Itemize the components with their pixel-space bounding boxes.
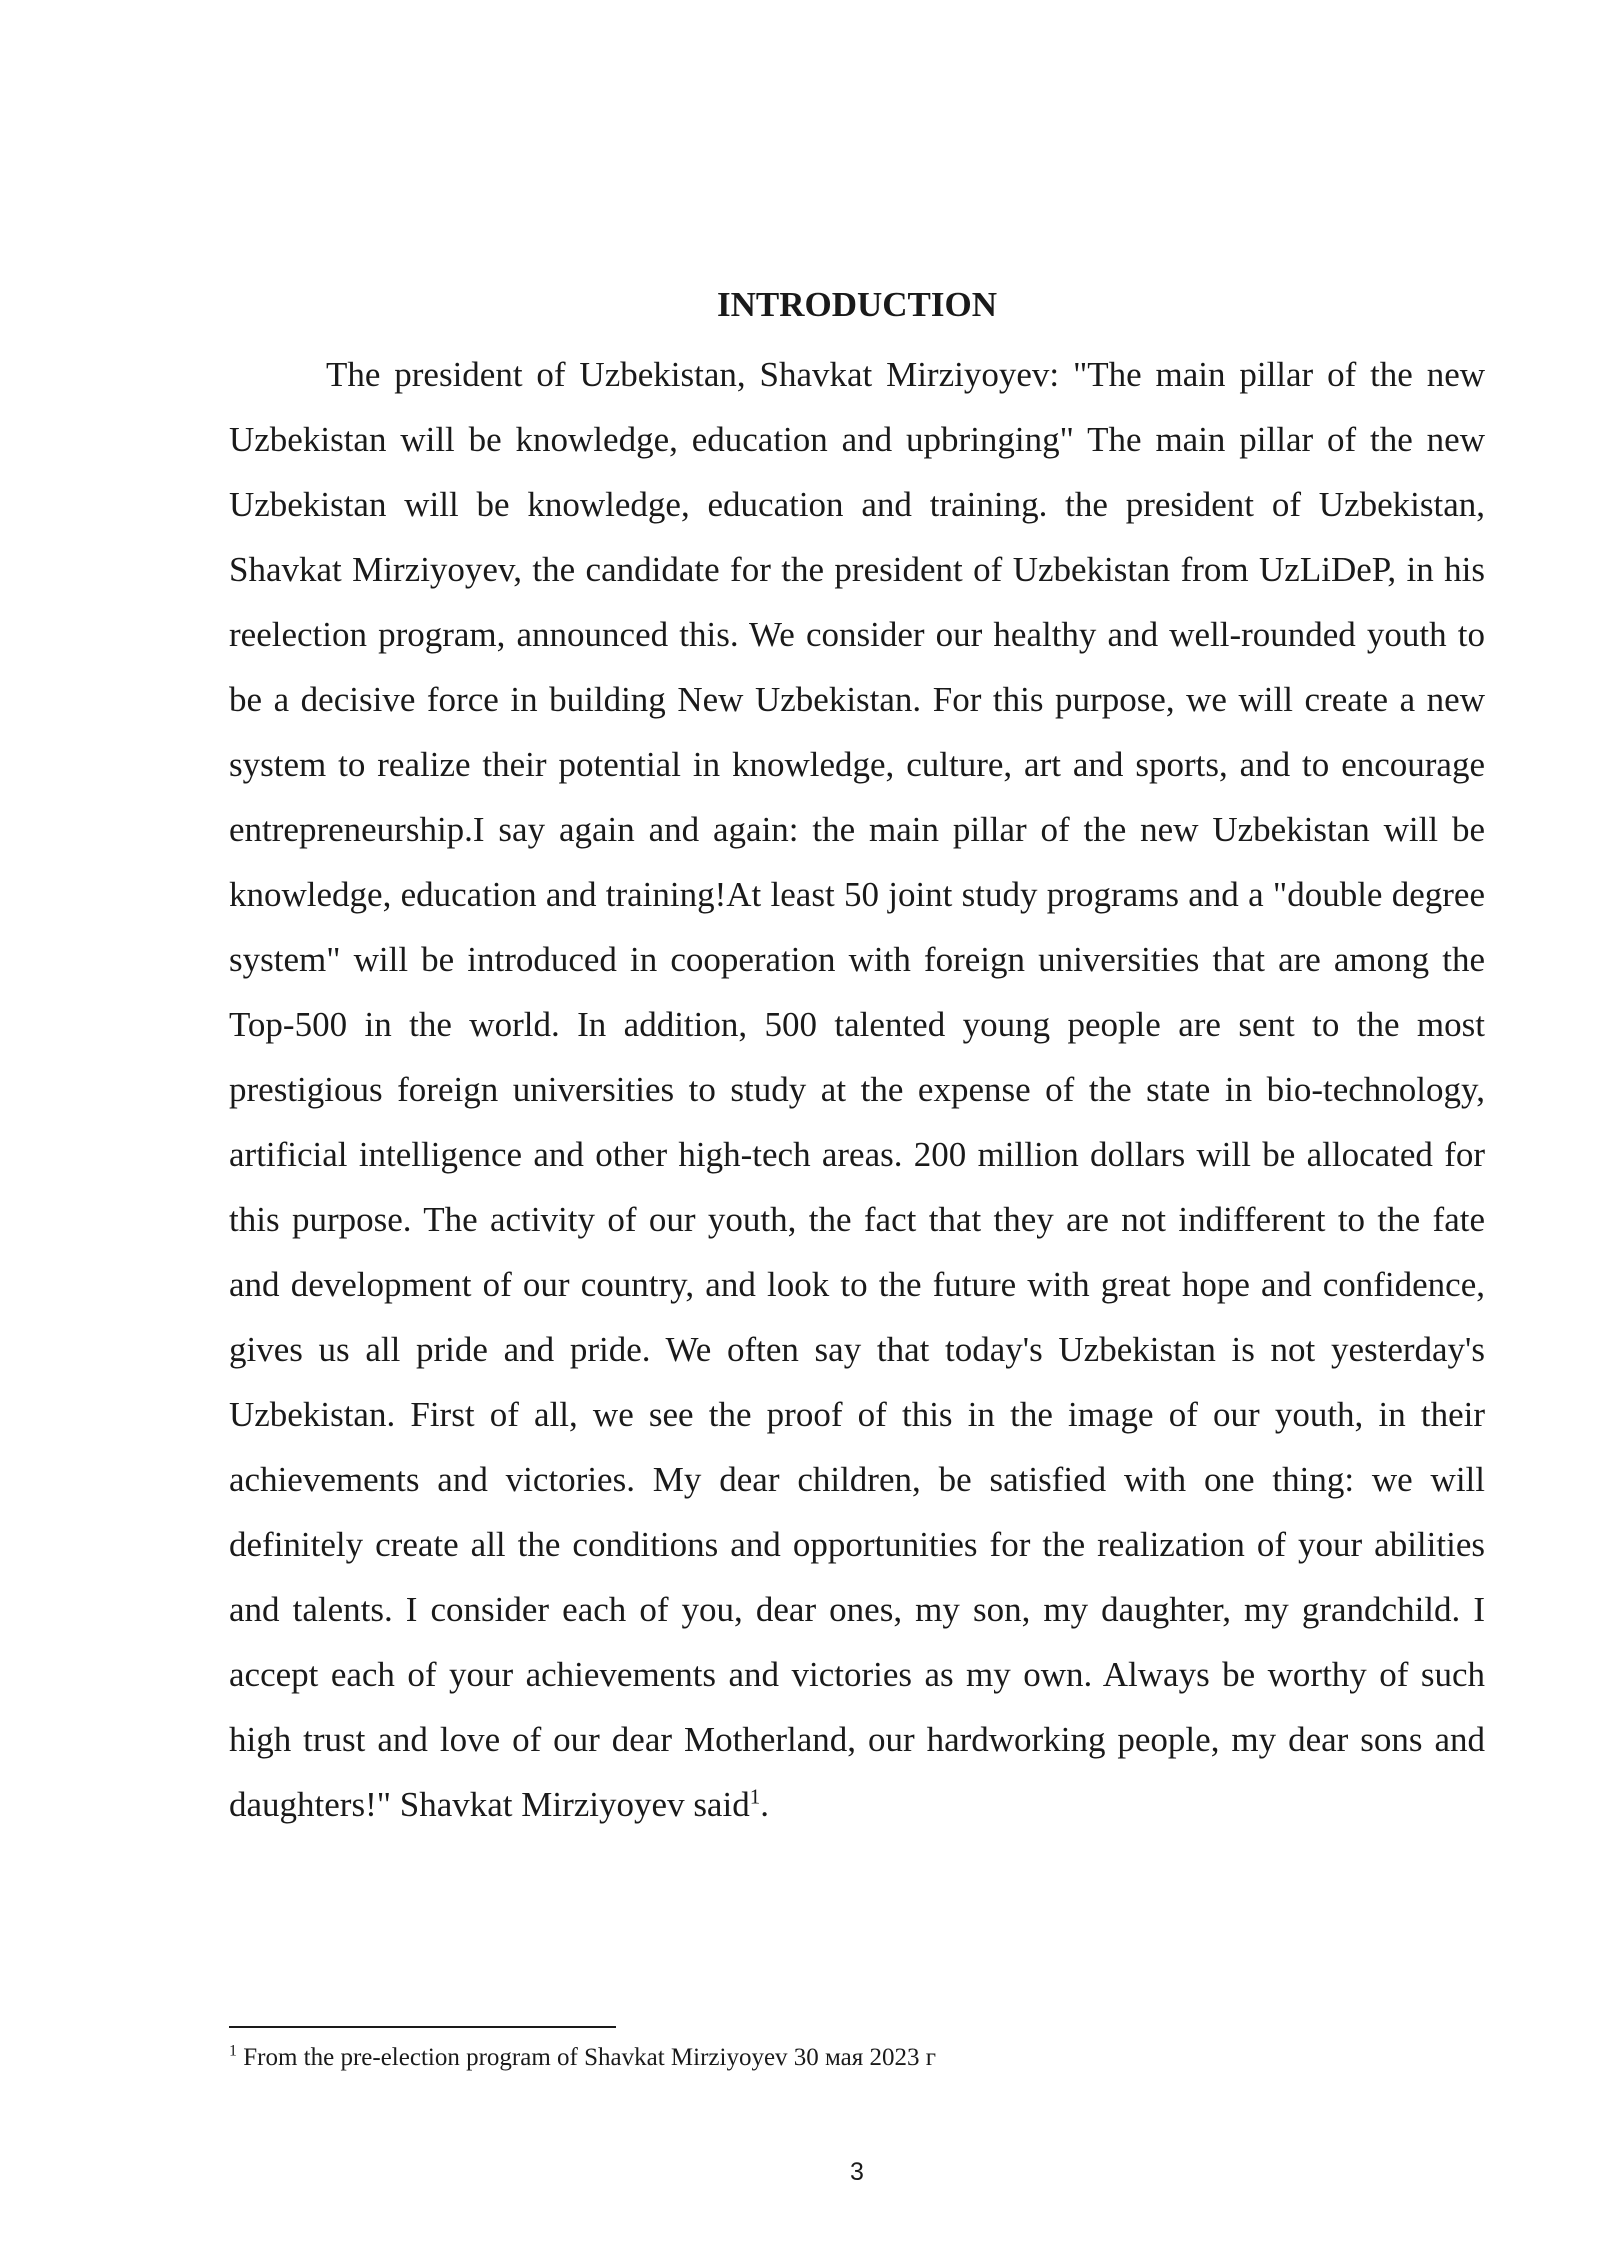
footnote-reference[interactable]: 1 bbox=[749, 1784, 761, 1809]
footnote-text: From the pre-election program of Shavkat Mirziyoyev 30 мая 2023 г bbox=[237, 2044, 937, 2071]
footnote-marker: 1 bbox=[229, 2042, 237, 2060]
paragraph-end: . bbox=[760, 1785, 769, 1824]
section-title: INTRODUCTION bbox=[716, 285, 998, 324]
footnote bbox=[229, 2042, 1485, 2074]
page-number: 3 bbox=[850, 2158, 864, 2186]
paragraph-text: The president of Uzbekistan, Shavkat Mirziyoyev: "The main pillar of the new Uzbekistan will be knowledge, education and upbringing" The main pillar of the new Uzbekistan will be knowledge, education and training. the president of Uzbekistan, Shavkat Mirziyoyev, the candidate for the president of Uzbekistan from UzLiDeP, in his reelection program, announced this. We consider our healthy and well-rounded youth to be a decisive force in building New Uzbekistan. For this purpose, we will create a new system to realize their potential in knowledge, culture, art and sports, and to encourage entrepreneurship.I say again and again: the main pillar of the new Uzbekistan will be knowledge, education and training!At least 50 joint study programs and a "double degree system" will be introduced in cooperation with foreign universities that are among the Top-500 in the world. In addition, 500 talented young people are sent to the most prestigious foreign universities to study at the expense of the state in bio-technology, artificial intelligence and other high-tech areas. 200 million dollars will be allocated for this purpose. The activity of our youth, the fact that they are not indifferent to the fate and development of our country, and look to the future with great hope and confidence, gives us all pride and pride. We often say that today's Uzbekistan is not yesterday's Uzbekistan. First of all, we see the proof of this in the image of our youth, in their achievements and victories. My dear children, be satisfied with one thing: we will definitely create all the conditions and opportunities for the realization of your abilities and talents. I consider each of you, dear ones, my son, my daughter, my grandchild. I accept each of your achievements and victories as my own. Always be worthy of such high trust and love of our dear Motherland, our hardworking people, my dear sons and daughters!" Shavkat Mirziyoyev said bbox=[229, 355, 1485, 1824]
body-paragraph bbox=[229, 342, 1485, 1837]
footnote-separator bbox=[229, 2026, 616, 2028]
